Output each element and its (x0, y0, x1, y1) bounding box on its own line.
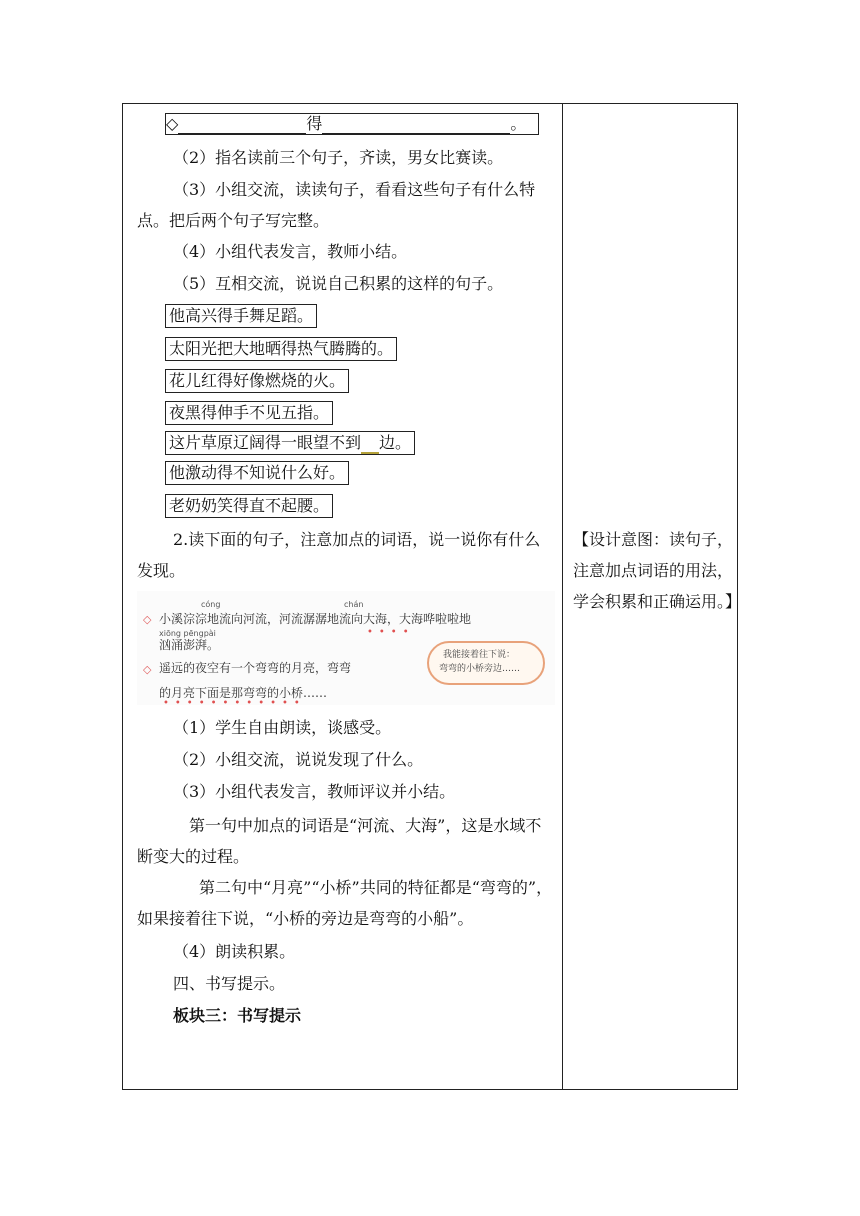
step-2: （2）指名读前三个句子，齐读，男女比赛读。 (173, 148, 504, 167)
speech-bubble: 我能接着往下说： 弯弯的小桥旁边…… (427, 641, 545, 685)
emphasis-dots: •••••••••••• (163, 698, 306, 709)
period: 。 (510, 114, 527, 133)
fill-blank-box (165, 113, 539, 135)
blank-line-1 (178, 117, 306, 134)
boxed-sentence: 夜黑得伸手不见五指。 (165, 401, 333, 425)
blank-line-2 (322, 117, 510, 134)
textbook-excerpt-image: cóng chán ◇ 小溪淙淙地流向河流，河流潺潺地流向大海，大海哗啦啦地 •••• xiōng pēngpài 汹涌澎湃。 ◇ 遥远的夜空有一个弯弯的月亮，弯弯 的月亮下面是那弯弯的小桥…… •••••••••••• 我能接着往下说： 弯弯的小桥旁边…… (137, 591, 555, 705)
step-3: （3）小组交流，读读句子，看看这些句子有什么特点。把后两个句子写完整。 (137, 180, 536, 230)
de-char: 得 (306, 114, 323, 133)
boxed-sentence: 他高兴得手舞足蹈。 (165, 304, 317, 328)
step-4: （4）小组代表发言，教师小结。 (173, 242, 408, 261)
step-b2: （2）小组交流，说说发现了什么。 (173, 750, 424, 769)
boxed-sentence: 老奶奶笑得直不起腰。 (165, 494, 333, 518)
analysis-1: 第一句中加点的词语是“河流、大海”，这是水域不断变大的过程。 (137, 816, 542, 866)
boxed-sentence: 他激动得不知说什么好。 (165, 461, 349, 485)
emphasis-dots: •••• (367, 627, 415, 638)
step-5: （5）互相交流，说说自己积累的这样的句子。 (173, 274, 504, 293)
step-b4: （4）朗读积累。 (173, 942, 296, 961)
boxed-sentence: 花儿红得好像燃烧的火。 (165, 369, 349, 393)
design-note-cell (563, 104, 742, 1089)
lesson-plan-table (122, 103, 742, 1090)
boxed-sentence-with-blank: 这片草原辽阔得一眼望不到 边。 (165, 431, 415, 455)
design-note: 【设计意图：读句子，注意加点词语的用法，学会积累和正确运用。】 (573, 530, 742, 611)
diamond-icon: ◇ (166, 114, 179, 133)
blank-mark (361, 439, 379, 454)
section-4: 四、书写提示。 (173, 974, 286, 993)
block-3-heading: 板块三：书写提示 (173, 1006, 302, 1025)
task-2: 2.读下面的句子，注意加点的词语，说一说你有什么发现。 (137, 530, 541, 580)
step-b3: （3）小组代表发言，教师评议并小结。 (173, 782, 456, 801)
analysis-2: 第二句中“月亮”“小桥”共同的特征都是“弯弯的”，如果接着往下说，“小桥的旁边是弯弯的小船”。 (137, 878, 553, 928)
teaching-process-cell (123, 104, 562, 1089)
step-b1: （1）学生自由朗读，谈感受。 (173, 718, 392, 737)
diamond-icon: ◇ (143, 613, 152, 626)
boxed-sentence: 太阳光把大地晒得热气腾腾的。 (165, 337, 397, 361)
diamond-icon: ◇ (143, 663, 152, 676)
